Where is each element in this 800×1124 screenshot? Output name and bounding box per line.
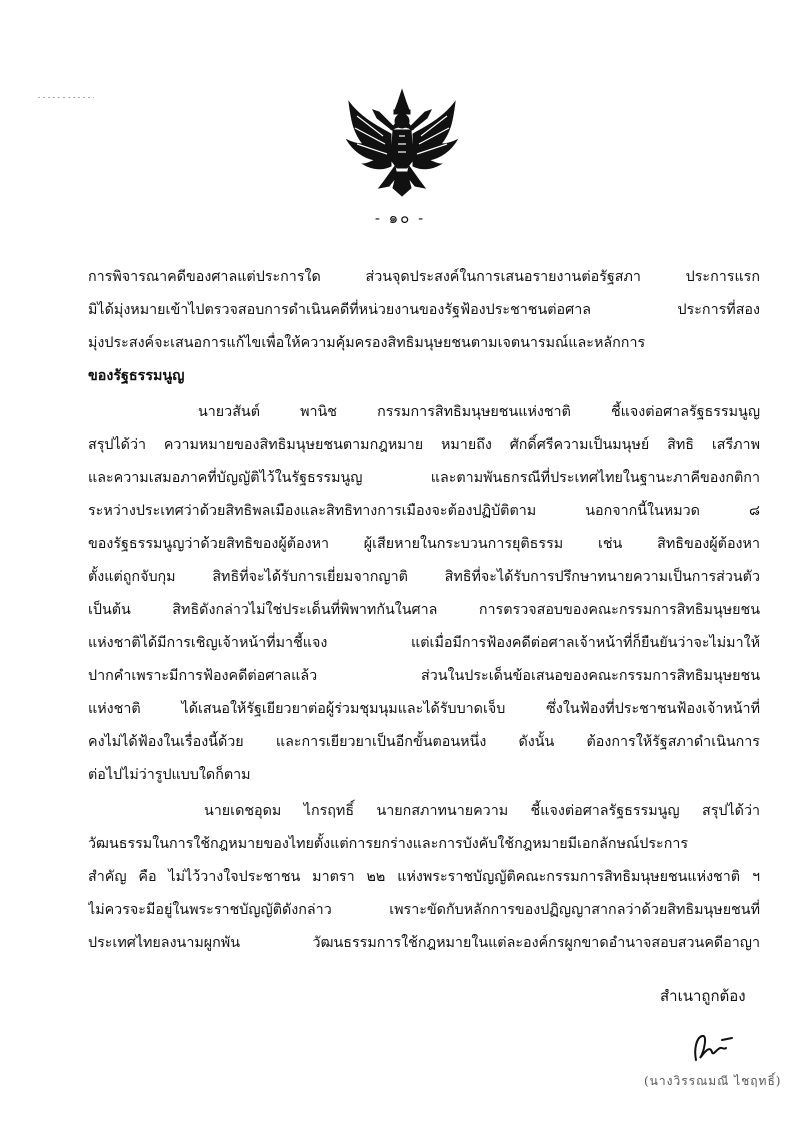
- paragraph-opening-line: นายเดชอุดม ไกรฤทธิ์ นายกสภาทนายความ ชี้แจงต่อศาลรัฐธรรมนูญ สรุปได้ว่า: [204, 803, 760, 819]
- body-line: การพิจารณาคดีของศาลแต่ประการใด ส่วนจุดประสงค์ในการเสนอรายงานต่อรัฐสภา ประการแรก: [88, 269, 760, 285]
- body-line: ต่อไปไม่ว่ารูปแบบใดก็ตาม: [88, 767, 251, 783]
- signature-icon: [688, 1030, 738, 1064]
- body-line: คงไม่ได้ฟ้องในเรื่องนี้ด้วย และการเยียวยาเป็นอีกขั้นตอนหนึ่ง ดังนั้น ต้องการให้รัฐสภาดำเนินการ: [88, 734, 760, 750]
- body-line: มิได้มุ่งหมายเข้าไปตรวจสอบการดำเนินคดีที่หน่วยงานของรัฐฟ้องประชาชนต่อศาล ประการที่สอง: [88, 302, 760, 318]
- body-line: วัฒนธรรมในการใช้กฎหมายของไทยตั้งแต่การยกร่างและการบังคับใช้กฎหมายมีเอกลักษณ์ประการ: [88, 836, 689, 852]
- body-line: ของรัฐธรรมนูญว่าด้วยสิทธิของผู้ต้องหา ผู้เสียหายในกระบวนการยุติธรรม เช่น สิทธิของผู้ต้องหา: [88, 536, 760, 552]
- scan-artifact-mark: [38, 96, 94, 99]
- signer-name: (นางวิรรณมณี ไชฤทธิ์): [644, 1074, 782, 1088]
- garuda-emblem-icon: [343, 88, 461, 198]
- body-line: เป็นต้น สิทธิดังกล่าวไม่ใช่ประเด็นที่พิพาทกันในศาล การตรวจสอบของคณะกรรมการสิทธิมนุษยชน: [88, 602, 760, 618]
- certified-copy-label: สำเนาถูกต้อง: [660, 987, 746, 1005]
- paragraph-opening-line: นายวสันต์ พานิช กรรมการสิทธิมนุษยชนแห่งชาติ ชี้แจงต่อศาลรัฐธรรมนูญ: [198, 404, 760, 420]
- body-line: ไม่ควรจะมีอยู่ในพระราชบัญญัติดังกล่าว เพราะขัดกับหลักการของปฏิญญาสากลว่าด้วยสิทธิมนุษยชนที่: [88, 902, 760, 918]
- body-line: ตั้งแต่ถูกจับกุม สิทธิที่จะได้รับการเยี่ยมจากญาติ สิทธิที่จะได้รับการปรึกษาทนายความเป็นการส่วนตัว: [88, 569, 760, 585]
- body-line: มุ่งประสงค์จะเสนอการแก้ไขเพื่อให้ความคุ้มครองสิทธิมนุษยชนตามเจตนารมณ์และหลักการ: [88, 335, 646, 351]
- page-number: - ๑๐ -: [374, 209, 426, 227]
- body-line: ปากคำเพราะมีการฟ้องคดีต่อศาลแล้ว ส่วนในประเด็นข้อเสนอของคณะกรรมการสิทธิมนุษยชน: [88, 668, 760, 684]
- body-line: และความเสมอภาคที่บัญญัติไว้ในรัฐธรรมนูญ และตามพันธกรณีที่ประเทศไทยในฐานะภาคีของกติกา: [88, 470, 760, 486]
- body-line: ระหว่างประเทศว่าด้วยสิทธิพลเมืองและสิทธิทางการเมืองจะต้องปฏิบัติตาม นอกจากนี้ในหมวด ๘: [88, 503, 760, 519]
- body-line: แห่งชาติ ได้เสนอให้รัฐเยียวยาต่อผู้ร่วมชุมนุมและได้รับบาดเจ็บ ซึ่งในฟ้องที่ประชาชนฟ้องเจ้าหน้าที่: [88, 701, 760, 717]
- body-line: สรุปได้ว่า ความหมายของสิทธิมนุษยชนตามกฎหมาย หมายถึง ศักดิ์ศรีความเป็นมนุษย์ สิทธิ เสรีภาพ: [88, 437, 760, 453]
- body-line: ของรัฐธรรมนูญ: [88, 368, 185, 384]
- body-line: แห่งชาติได้มีการเชิญเจ้าหน้าที่มาชี้แจง แต่เมื่อมีการฟ้องคดีต่อศาลเจ้าหน้าที่ก็ยืนยันว่าจะไม่มาให้: [88, 635, 760, 651]
- body-line: ประเทศไทยลงนามผูกพัน วัฒนธรรมการใช้กฎหมายในแต่ละองค์กรผูกขาดอำนาจสอบสวนคดีอาญา: [88, 935, 760, 951]
- body-line: สำคัญ คือ ไม่ไว้วางใจประชาชน มาตรา ๒๒ แห่งพระราชบัญญัติคณะกรรมการสิทธิมนุษยชนแห่งชาติ ฯ: [88, 869, 760, 885]
